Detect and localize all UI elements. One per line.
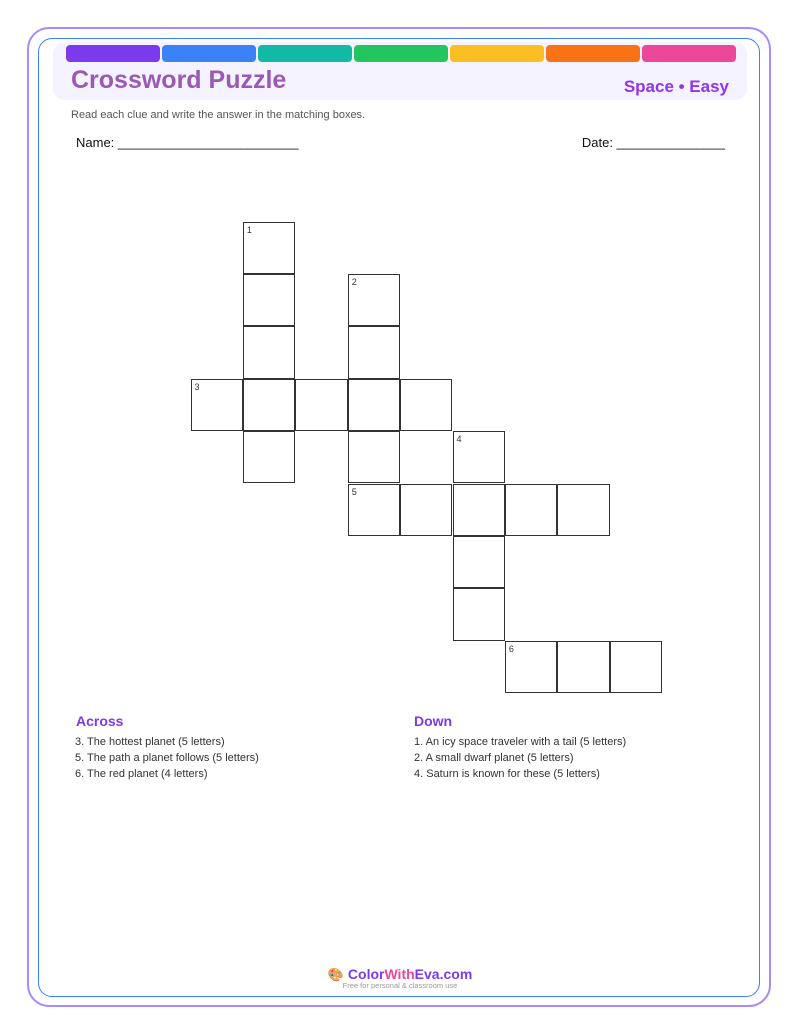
clue-number: 1 — [246, 224, 252, 235]
stripe-4 — [354, 45, 448, 62]
grid-cell[interactable] — [348, 379, 400, 431]
grid-cell[interactable] — [610, 641, 662, 693]
clue-across-6: 6. The red planet (4 letters) — [75, 768, 208, 780]
grid-cell[interactable] — [348, 326, 400, 378]
grid-cell[interactable] — [505, 484, 557, 536]
palette-icon: 🎨 — [327, 967, 344, 982]
grid-cell[interactable] — [557, 641, 609, 693]
grid-cell[interactable] — [453, 431, 505, 483]
down-clues — [414, 734, 626, 782]
grid-cell[interactable] — [453, 588, 505, 640]
grid-cell[interactable] — [243, 379, 295, 431]
down-heading: Down — [414, 713, 453, 729]
clue-number: 2 — [351, 276, 357, 287]
grid-cell[interactable] — [348, 274, 400, 326]
grid-cell[interactable] — [557, 484, 609, 536]
clue-number: 4 — [456, 434, 462, 445]
grid-cell[interactable] — [505, 641, 557, 693]
grid-cell[interactable] — [348, 484, 400, 536]
grid-cell[interactable] — [348, 431, 400, 483]
brand-logo[interactable]: 🎨 ColorWithEva.com — [327, 966, 473, 982]
stripe-1 — [66, 45, 160, 62]
grid-cell[interactable] — [243, 274, 295, 326]
grid-cell[interactable] — [243, 326, 295, 378]
stripe-5 — [450, 45, 544, 62]
grid-cell[interactable] — [400, 379, 452, 431]
instructions: Read each clue and write the answer in the matching boxes. — [71, 109, 366, 121]
clue-across-5: 5. The path a planet follows (5 letters) — [75, 752, 259, 764]
grid-cell[interactable] — [243, 431, 295, 483]
across-heading: Across — [76, 713, 124, 729]
stripe-3 — [258, 45, 352, 62]
clue-down-2: 2. A small dwarf planet (5 letters) — [414, 752, 574, 764]
theme-label: Space • Easy — [623, 77, 729, 96]
stripe-7 — [642, 45, 736, 62]
date-field[interactable]: Date: _______________ — [581, 135, 725, 150]
grid-cell[interactable] — [453, 484, 505, 536]
brand-tagline: Free for personal & classroom use — [342, 981, 458, 990]
page-title: Crossword Puzzle — [71, 66, 287, 94]
clue-down-1: 1. An icy space traveler with a tail (5 letters) — [414, 736, 627, 748]
stripe-6 — [546, 45, 640, 62]
clue-number: 3 — [194, 381, 200, 392]
clue-down-4: 4. Saturn is known for these (5 letters) — [414, 768, 600, 780]
name-field[interactable]: Name: _________________________ — [76, 135, 299, 150]
grid-cell[interactable] — [400, 484, 452, 536]
footer — [0, 966, 800, 990]
color-stripes — [66, 45, 736, 62]
across-clues — [75, 734, 259, 782]
grid-cell[interactable] — [453, 536, 505, 588]
grid-cell[interactable] — [243, 222, 295, 274]
grid-cell[interactable] — [295, 379, 347, 431]
clue-number: 6 — [508, 643, 514, 654]
stripe-2 — [162, 45, 256, 62]
clue-across-3: 3. The hottest planet (5 letters) — [75, 736, 225, 748]
grid-cell[interactable] — [191, 379, 243, 431]
clue-number: 5 — [351, 486, 357, 497]
